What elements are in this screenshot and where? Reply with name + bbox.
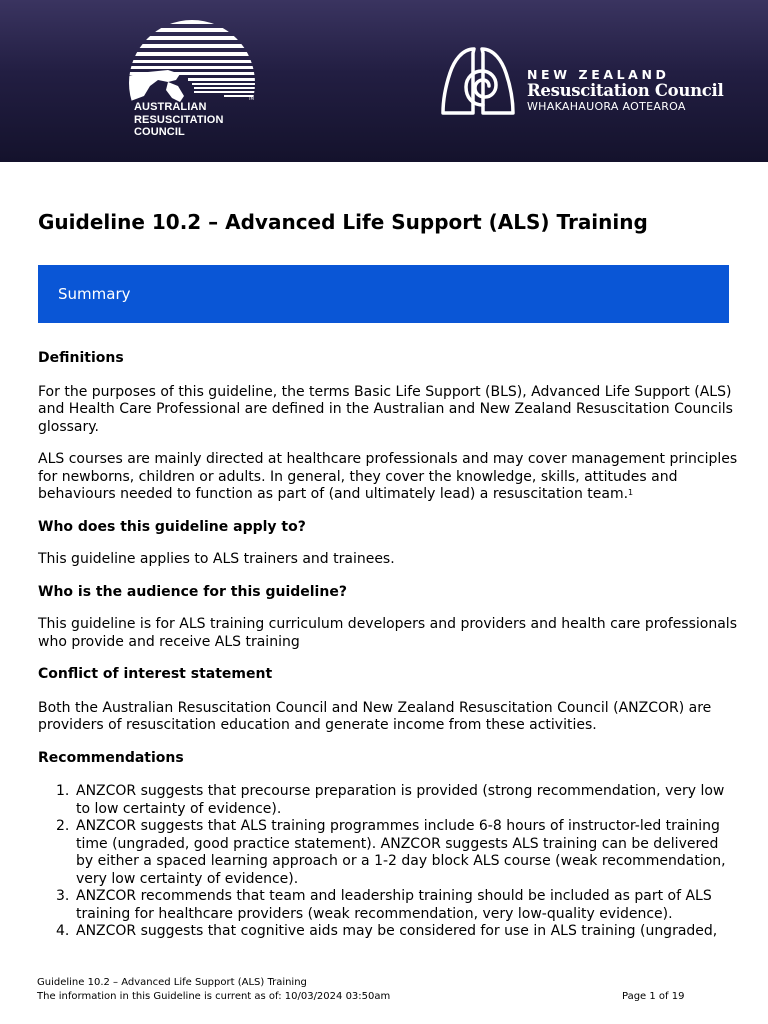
- arc-wordmark: [134, 101, 224, 139]
- guideline-content: [38, 350, 738, 941]
- list-item: [38, 923, 728, 941]
- conflict-paragraph: Both the Australian Resuscitation Council and New Zealand Resuscitation Council (ANZCOR) are providers of resuscitation education and generate income from these activities.: [38, 699, 712, 733]
- nzrc-name: Resuscitation Council: [527, 81, 724, 100]
- list-item-text: ANZCOR suggests that ALS training programmes include 6-8 hours of instructor-led training time (ungraded, good practice statement). ANZCOR suggests ALS training can be delivered by either a spaced learning approach or a 1-2 day block ALS course (weak recommendation, very low certainty of evidence).: [76, 818, 726, 887]
- summary-section-bar[interactable]: [38, 265, 729, 323]
- header-banner: [0, 0, 768, 162]
- footer-guideline-title: Guideline 10.2 – Advanced Life Support (ALS) Training: [37, 977, 307, 988]
- footer-currency-note: The information in this Guideline is current as of: 10/03/2024 03:50am: [37, 991, 391, 1002]
- list-item-text: ANZCOR recommends that team and leadership training should be included as part of ALS training for healthcare providers (weak recommendation, very low-quality evidence).: [76, 888, 712, 922]
- list-item-text: ANZCOR suggests that cognitive aids may be considered for use in ALS training (ungraded,: [76, 923, 718, 939]
- als-courses-paragraph: [38, 451, 738, 504]
- arc-wordmark-line: AUSTRALIAN: [134, 101, 207, 113]
- list-item-number: 3.: [56, 888, 70, 904]
- page-footer: [37, 976, 697, 1004]
- trademark-mark: TM: [248, 96, 254, 101]
- list-item: [38, 888, 728, 923]
- reference-marker[interactable]: 1: [628, 488, 634, 497]
- recommendations-heading: Recommendations: [38, 749, 184, 766]
- list-item-number: 2.: [56, 818, 70, 834]
- audience-paragraph: This guideline is for ALS training curriculum developers and providers and health care professionals who provide and receive ALS training: [38, 616, 737, 650]
- als-courses-text: ALS courses are mainly directed at healthcare professionals and may cover management principles for newborns, children or adults. In general, they cover the knowledge, skills, attitudes and behaviours needed to function as part of (and ultimately lead) a resuscitation team.: [38, 451, 738, 502]
- summary-label: Summary: [58, 285, 131, 303]
- nzrc-country: NEW ZEALAND: [527, 67, 670, 82]
- definitions-heading: Definitions: [38, 350, 124, 366]
- list-item: [38, 818, 728, 888]
- nzrc-lungs-koru-icon: [440, 43, 516, 117]
- arc-wordmark-line: COUNCIL: [134, 126, 185, 138]
- audience-heading: Who is the audience for this guideline?: [38, 583, 347, 600]
- list-item-number: 4.: [56, 923, 70, 939]
- conflict-heading: Conflict of interest statement: [38, 666, 273, 682]
- page-number: Page 1 of 19: [622, 991, 685, 1002]
- definitions-paragraph: For the purposes of this guideline, the terms Basic Life Support (BLS), Advanced Life Support (ALS) and Health Care Professional are defined in the Australian and New Zealand Resuscitation Councils glossary.: [38, 383, 733, 435]
- page-title: Guideline 10.2 – Advanced Life Support (ALS) Training: [38, 210, 648, 234]
- list-item-number: 1.: [56, 783, 70, 799]
- list-item: [38, 783, 728, 818]
- recommendations-list: [38, 783, 738, 941]
- applies-heading: Who does this guideline apply to?: [38, 518, 306, 535]
- nzrc-maori-name: WHAKAHAUORA AOTEAROA: [527, 100, 686, 113]
- nzrc-wordmark: [527, 67, 723, 113]
- applies-paragraph: This guideline applies to ALS trainers and trainees.: [38, 551, 395, 567]
- arc-wordmark-line: RESUSCITATION: [134, 113, 224, 126]
- list-item-text: ANZCOR suggests that precourse preparation is provided (strong recommendation, very low to low certainty of evidence).: [76, 783, 725, 817]
